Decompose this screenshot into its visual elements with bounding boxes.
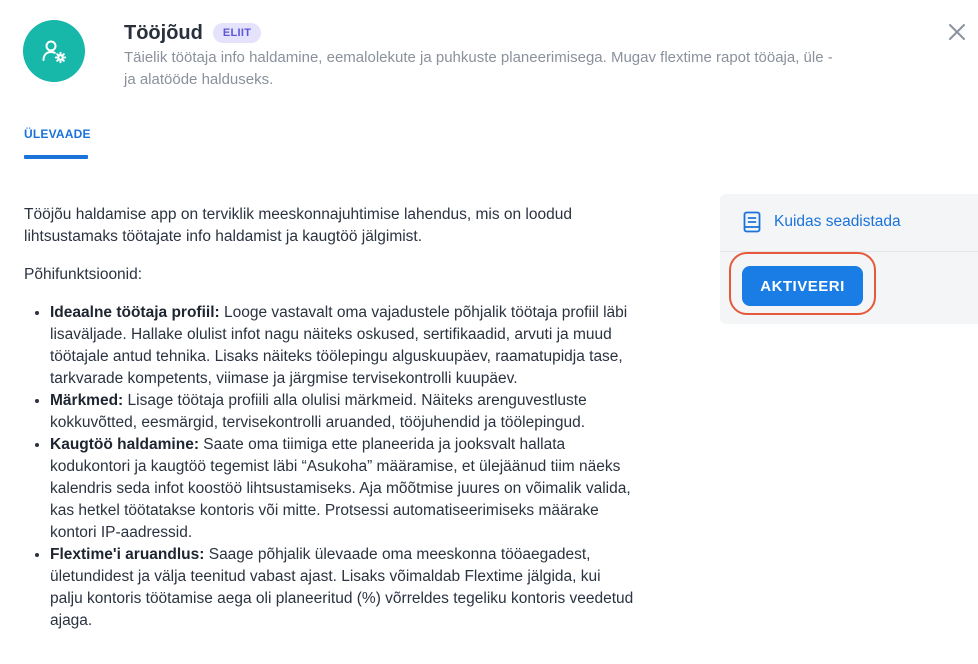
action-card — [720, 194, 978, 324]
list-item — [50, 390, 634, 434]
feature-text: Saage põhjalik ülevaade oma meeskonna tööaegadest, ületundidest ja välja teenitud vabast ajast. Lisaks võimaldab Flextime jälgida, kui palju kontoris töötamise aega oli planeeritud (%) võrreldes tegeliku kontoris veedetud ajaga. — [50, 546, 634, 629]
feature-list — [24, 302, 634, 632]
activate-button[interactable]: AKTIVEERI — [742, 266, 863, 306]
user-gear-icon — [23, 20, 85, 82]
description — [24, 204, 634, 632]
setup-guide-link[interactable] — [742, 211, 901, 233]
list-item — [50, 434, 634, 544]
close-button[interactable] — [946, 21, 968, 43]
app-subtitle: Täielik töötaja info haldamine, eemalolekute ja puhkuste planeerimisega. Mugav flextime rapot tööaja, üle -ja alatööde halduseks. — [124, 49, 833, 88]
list-item — [50, 544, 634, 632]
app-title: Tööjõud — [124, 22, 203, 44]
setup-guide-label[interactable]: Kuidas seadistada — [774, 213, 901, 230]
document-icon — [742, 211, 762, 233]
feature-title: Ideaalne töötaja profiil: — [50, 304, 220, 321]
feature-text: Looge vastavalt oma vajadustele põhjalik töötaja profiil läbi lisaväljade. Hallake olulist infot nagu näiteks oskused, sertifikaadid, arvuti ja muud töötajale antud tehnika. Lisaks näiteks töölepingu alguskuupäev, raamatupidja tase, tarkvarade kompetents, viimase ja järgmise tervisekontrolli kuupäev. — [50, 304, 628, 387]
list-item — [50, 302, 634, 390]
feature-text: Saate oma tiimiga ette planeerida ja jooksvalt hallata kodukontori ja kaugtöö tegemist läbi “Asukoha” määramise, et ülejäänud tiim näeks kalendris seda infot koostöö lihtsustamiseks. Aja mõõtmise juures on võimalik valida, kas hetkel töötatakse kontoris või mitte. Protsessi automatiseerimiseks määrake kontori IP-aadressid. — [50, 436, 631, 541]
feature-title: Flextime'i aruandlus: — [50, 546, 205, 563]
feature-title: Märkmed: — [50, 392, 124, 409]
features-heading: Põhifunktsioonid: — [24, 266, 143, 283]
feature-title: Kaugtöö haldamine: — [50, 436, 199, 453]
tab-active-indicator — [24, 155, 88, 159]
title-row — [124, 21, 261, 45]
tab-overview[interactable]: ÜLEVAADE — [24, 127, 91, 141]
close-icon[interactable] — [946, 21, 968, 43]
intro-text: Tööjõu haldamise app on terviklik meeskonnajuhtimise lahendus, mis on loodud lihtsustamaks töötajate info haldamist ja kaugtöö jälgimist. — [24, 206, 572, 245]
feature-text: Lisage töötaja profiili alla olulisi märkmeid. Näiteks arenguvestluste kokkuvõtted, eesmärgid, tervisekontrolli aruanded, tööjuhendid ja töölepingud. — [50, 392, 587, 431]
tier-badge: ELIIT — [213, 23, 261, 43]
